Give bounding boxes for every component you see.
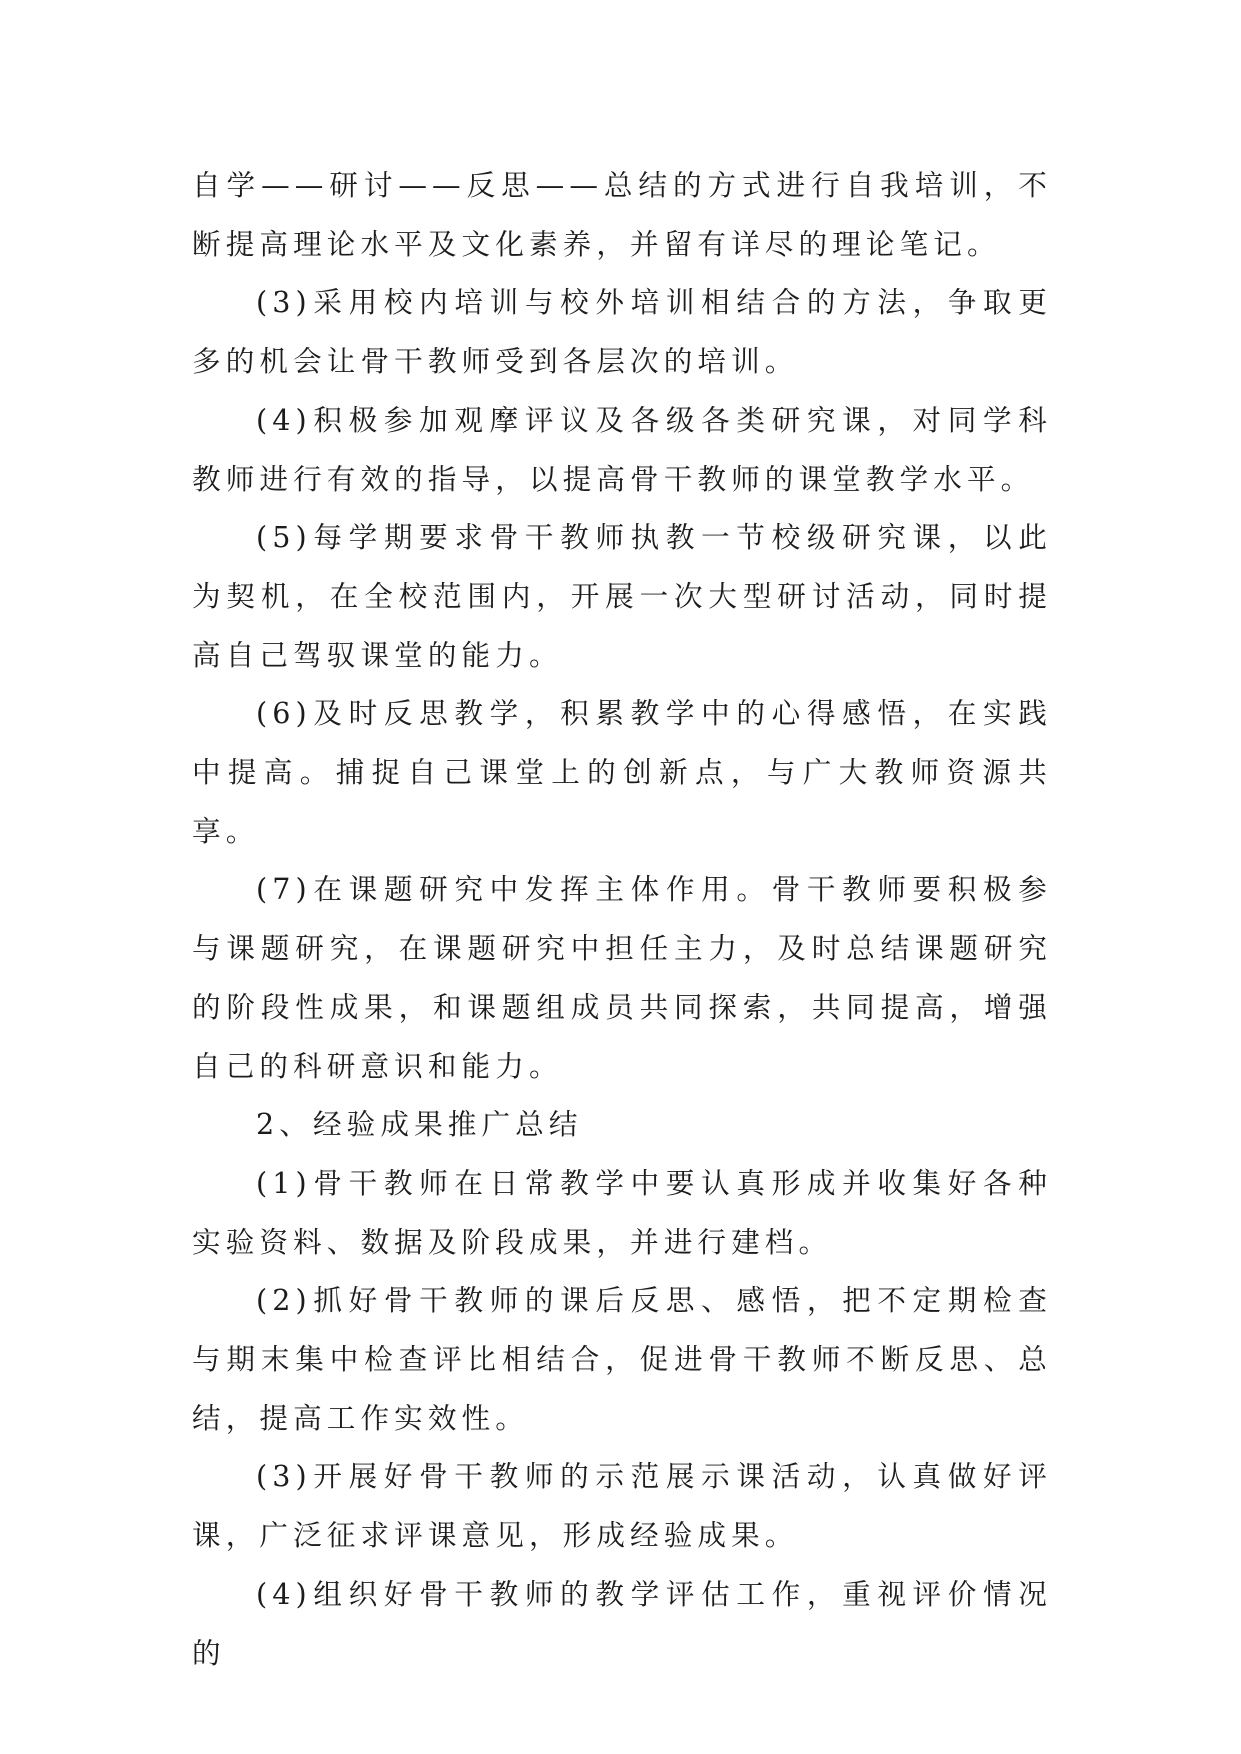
paragraph-item-2: (2)抓好骨干教师的课后反思、感悟，把不定期检查与期末集中检查评比相结合，促进骨干教师不断反思、总结，提高工作实效性。 bbox=[192, 1283, 1052, 1435]
paragraph-item-4: (4)积极参加观摩评议及各级各类研究课，对同学科教师进行有效的指导，以提高骨干教师的课堂教学水平。 bbox=[192, 402, 1052, 496]
paragraph-continuation: 自学——研讨——反思——总结的方式进行自我培训，不断提高理论水平及文化素养，并留有详尽的理论笔记。 bbox=[192, 168, 1052, 261]
paragraph-item-3: (3)采用校内培训与校外培训相结合的方法，争取更多的机会让骨干教师受到各层次的培训。 bbox=[192, 285, 1052, 379]
paragraph-item-5: (5)每学期要求骨干教师执教一节校级研究课，以此为契机，在全校范围内，开展一次大型研讨活动，同时提高自己驾驭课堂的能力。 bbox=[192, 520, 1052, 672]
paragraph-item-4b: (4)组织好骨干教师的教学评估工作，重视评价情况的 bbox=[192, 1576, 1052, 1670]
paragraph-item-7: (7)在课题研究中发挥主体作用。骨干教师要积极参与课题研究，在课题研究中担任主力，及时总结课题研究的阶段性成果，和课题组成员共同探索，共同提高，增强自己的科研意识和能力。 bbox=[192, 872, 1052, 1083]
document-body bbox=[192, 156, 1052, 1682]
section-heading: 2、经验成果推广总结 bbox=[256, 1107, 583, 1142]
paragraph-item-6: (6)及时反思教学，积累教学中的心得感悟，在实践中提高。捕捉自己课堂上的创新点，与广大教师资源共享。 bbox=[192, 696, 1052, 848]
paragraph-item-1: (1)骨干教师在日常教学中要认真形成并收集好各种实验资料、数据及阶段成果，并进行建档。 bbox=[192, 1165, 1052, 1259]
paragraph-item-3b: (3)开展好骨干教师的示范展示课活动，认真做好评课，广泛征求评课意见，形成经验成果。 bbox=[192, 1459, 1052, 1553]
